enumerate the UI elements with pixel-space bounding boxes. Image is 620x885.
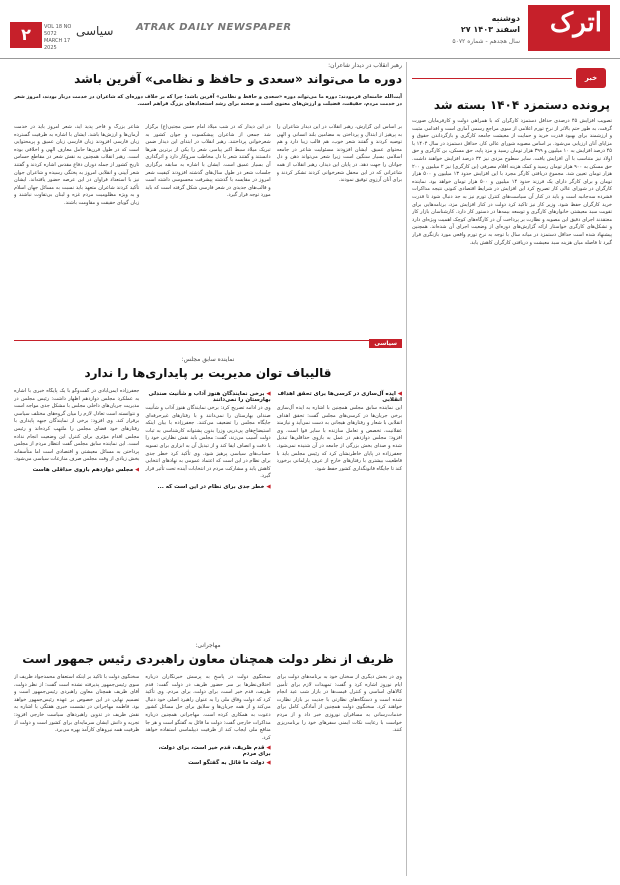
logo-text: اترک [549,8,602,38]
article2-col1-wrap [14,388,139,628]
article1-kicker: رهبر انقلاب در دیدار شاعران: [328,62,402,69]
volume-info [44,24,74,52]
article3-kicker: مهاجرانی: [195,642,221,649]
article3-col1: سخنگوی دولت با تأکید بر اینکه استعفای محمدجواد ظریف از سوی رئیس‌جمهور پذیرفته نشده است گفت: از نظر دولت، آقای ظریف همچنان معاون راهبردی رئیس‌جمهور است و تصمیم نهایی در این خصوص بر عهده رئیس‌جمهور خواهد بود. فاطمه مهاجرانی در نشست خبری هفتگی با اشاره به نقش ظریف در تدوین راهبردهای سیاست خارجی افزود: تجربه و دانش ایشان سرمایه‌ای برای کشور است و دولت از ظرفیت همه نیروهای کارآمد بهره می‌برد. [14,674,140,734]
article1-columns [14,124,402,308]
article2-col3: این نماینده سابق مجلس همچنین با اشاره به ایده آل‌سازی برخی جریان‌ها در کرسی‌های مجلس گفت: تحقق اهداف انقلابی با شعار و رفتارهای هیجانی به دست نمی‌آید و نیازمند عقلانیت، تخصص و تعامل سازنده با سایر قوا است. وی افزود: مجلس دوازدهم در عمل به بازوی حداقلی‌ها تبدیل شده و صدای بخش بزرگی از جامعه در آن شنیده نمی‌شود. جعفرزاده در پایان خاطرنشان کرد که رئیس مجلس باید با قاطعیت بیشتری با رفتارهای خارج از عرف پارلمانی برخورد کند تا جایگاه قانونگذاری کشور حفظ شود. [276,405,402,472]
article3-columns [14,674,402,874]
issue-date [420,14,520,45]
article3-subhead1: ◀ قدم ظریف، قدم خیر است، برای دولت، برای مردم [145,745,270,757]
badge-row [412,66,612,92]
article3-col3: وی در بخش دیگری از سخنان خود به برنامه‌های دولت برای ایام نوروز اشاره کرد و گفت: تمهیدات لازم برای تأمین کالاهای اساسی و کنترل قیمت‌ها در بازار شب عید انجام شده است و دستگاه‌های نظارتی با جدیت بر بازار نظارت خواهند کرد. سخنگوی دولت همچنین از آمادگی کامل برای خدمات‌رسانی به مسافران نوروزی خبر داد و از مردم خواست با رعایت نکات ایمنی سفرهای خود را برنامه‌ریزی کنند. [276,674,402,734]
article1-lead: آیت‌الله خامنه‌ای فرمودند: دوره ما می‌تواند دوره «سعدی و حافظ و نظامی» آفرین باشد؛ چرا که بر خلاف دوره‌ای که شاعران در خدمت دربار بودند، امروز شعر در خدمت مردم، حقیقت، فضیلت و ارزش‌های معنوی است و صحنه برای رشد استعدادهای بزرگ فراهم است. [14,94,402,107]
editorial-column [412,66,612,876]
volume-label: VOL 18 NO 5072 [44,24,72,37]
article1-col3: بر اساس این گزارش، رهبر انقلاب در این دیدار شاعران را به پرهیز از ابتذال و پرداختن به مضامین بلند انسانی و الهی توصیه کردند و گفتند شعر خوب، هم قالب زیبا دارد و هم محتوای عمیق. ایشان افزودند مسئولیت شاعر در جامعه اسلامی بسیار سنگین است زیرا شعر می‌تواند ذهن و دل جوانان را جهت دهد. در پایان این دیدار، رهبر انقلاب از همه شاعرانی که در این محفل شعرخوانی کردند تشکر کردند و برای آنان آرزوی توفیق نمودند. [276,124,402,184]
edition-date: MARCH 17 2025 [44,38,71,51]
article2-subhead2: ◀ خطر جدی برای نظام در این است که ... [145,484,270,490]
article3-col2-wrap [145,674,270,874]
brand-name: ATRAK DAILY NEWSPAPER [136,22,292,33]
article1-col2: در این دیدار که در شب میلاد امام حسن مجتبی(ع) برگزار شد جمعی از شاعران پیشکسوت و جوان کشور به شعرخوانی پرداختند. رهبر انقلاب در ابتدای این دیدار ضمن تبریک میلاد سبط اکبر پیامبر، شعر را یکی از برترین هنرها دانستند و گفتند شعر با دل مخاطب سروکار دارد و اثرگذاری آن بسیار عمیق است. ایشان با اشاره به سابقه برگزاری جلسات شعر در طول سال‌های گذشته افزودند کیفیت شعر امروز در مقایسه با گذشته پیشرفت محسوسی داشته است و قالب‌های جدیدی در شعر فارسی شکل گرفته است که باید مورد توجه قرار گیرد. [145,124,271,199]
article3-subhead2: ◀ دولت ما قائل به گفتگو است [145,760,270,766]
article2-headline: قالیباف توان مدیریت بر پایداری‌ها را ندارد [84,366,332,380]
article3-col2: سخنگوی دولت در پاسخ به پرسش خبرنگاران درباره اختلاف‌نظرها بر سر حضور ظریف در دولت گفت: قدم ظریف، قدم خیر است، برای دولت، برای مردم. وی تأکید کرد که دولت وفاق ملی را به عنوان راهبرد اصلی خود دنبال می‌کند و از همه جریان‌ها و سلایق برای حل مسائل کشور دعوت به همکاری کرده است. مهاجرانی همچنین درباره مذاکرات خارجی گفت: دولت ما قائل به گفتگو است و هر جا منافع ملی ایجاب کند از ظرفیت دیپلماسی استفاده خواهد کرد. [145,674,271,741]
article2-col1: جعفرزاده ایمن‌آبادی در گفت‌وگو با یک پایگاه خبری با اشاره به عملکرد مجلس دوازدهم اظهار داشت: رئیس مجلس در مدیریت جریان‌های داخلی مجلس با مشکل جدی مواجه است و نتوانسته است تعادل لازم را میان گروه‌های مختلف سیاسی برقرار کند. وی افزود: برخی از نمایندگان جبهه پایداری با رفتارهای خود فضای مجلس را ملتهب کرده‌اند و رئیس مجلس اقدام مؤثری برای کنترل این وضعیت انجام نداده است. این نماینده سابق مجلس گفت انتظار مردم از مجلس پرداختن به مسائل معیشتی و اقتصادی است اما متأسفانه بخش زیادی از وقت مجلس صرف منازعات سیاسی می‌شود. [14,388,140,463]
issue-number: سال هجدهم - شماره ۵۰۷۲ [452,38,520,45]
article2-col3-wrap [277,388,402,628]
page-header [0,0,620,59]
article2-col2-wrap [145,388,270,628]
section-bar-label: سیاسی [369,339,402,348]
article2-kicker: نماینده سابق مجلس: [181,356,235,363]
article2-subhead1: ◀ برخی نمایندگان هنوز آداب و شأنیت صندلی بهارستان را نمی‌دانند [145,391,270,403]
editorial-body: تصویب افزایش ۴۵ درصدی حداقل دستمزد کارگران که با همراهی دولت و کارفرمایان صورت گرفت، به طور حتم بالاتر از نرخ تورم اعلامی از سوی مراجع رسمی آماری است و اقدامی مثبت و ارزشمند برای بهبود قدرت خرید و حمایت از معیشت جامعه کارگری و بازگرداندن حقوق و مزایای آنان ارزیابی می‌شود. بر اساس مصوبه شورای عالی کار، حداقل دستمزد در سال ۱۴۰۴ با ۴۵ درصد افزایش به ۱۰ میلیون و ۳۹۹ هزار تومان رسید و مزد پایه، حق مسکن، بن کارگری و حق اولاد نیز متناسب با آن افزایش یافت. سایر سطوح مزدی نیز ۳۲ درصد افزایش خواهند داشت. حق مسکن به ۹۰۰ هزار تومان رسید و کمک هزینه اقلام مصرفی (بن کارگری) نیز ۲ میلیون و ۲۰۰ هزار تومان تعیین شد. مجموع دریافتی کارگر مجرد با این افزایش حدود ۱۳ میلیون و ۵۰۰ هزار تومان و برای کارگر دارای یک فرزند حدود ۱۴ میلیون و ۵۰۰ هزار تومان خواهد بود. نماینده کارگران در شورای عالی کار تصریح کرد این افزایش در شرایط اقتصادی کنونی نتیجه مذاکرات فشرده سه‌جانبه است و باید در کنار آن سیاست‌های کنترل تورم نیز به جد دنبال شود تا قدرت خرید کارگران حفظ شود. وزیر کار نیز تاکید کرد دولت در کنار افزایش مزد، برنامه‌هایی برای تقویت سبد معیشتی خانوارهای کارگری و توسعه بیمه‌ها در دستور کار دارد. کارشناسان بازار کار معتقدند اجرای دقیق این مصوبه و نظارت بر پرداخت آن در کارگاه‌های کوچک اهمیت ویژه‌ای دارد و تشکل‌های کارگری خواستار ارائه گزارش‌های دوره‌ای از وضعیت اجرای آن شده‌اند. همچنین پیشنهاد شده است حداقل دستمزد در میانه سال با توجه به نرخ تورم واقعی مورد بازنگری قرار گیرد تا فاصله میان هزینه سبد معیشت و دریافتی کارگران کاهش یابد. [412,118,612,246]
day-label: دوشنبه [491,14,520,23]
page-number: ۲ [10,22,42,48]
article2-col2: وی در ادامه تصریح کرد: برخی نمایندگان هنوز آداب و شأنیت صندلی بهارستان را نمی‌دانند و با رفتارهای غیرحرفه‌ای جایگاه مجلس را تضعیف می‌کنند. جعفرزاده با بیان اینکه استیضاح‌های پی‌درپی وزرا بدون پشتوانه کارشناسی به ثبات دولت آسیب می‌زند، گفت: مجلس باید نقش نظارتی خود را با دقت و انصاف ایفا کند و از تبدیل آن به ابزاری برای تسویه حساب‌های سیاسی پرهیز شود. وی تأکید کرد خطر جدی برای نظام در این است که اعتماد عمومی به نهادهای انتخابی کاهش یابد و مشارکت مردم در انتخابات آینده تحت تأثیر قرار گیرد. [145,405,271,480]
article2-subhead3: ◀ ایده آل‌سازی در کرسی‌ها برای تحقق اهداف انقلابی [277,391,402,403]
article2-columns [14,388,402,628]
news-badge: خبر [576,68,606,88]
badge-rule [412,78,572,79]
article3-headline: ظریف از نظر دولت همچنان معاون راهبردی رئیس جمهور است [22,652,394,666]
section-bar [14,340,402,351]
article1-headline: دوره ما می‌تواند «سعدی و حافظ و نظامی» آفرین باشد [74,72,402,86]
article2-subhead4: ◀ مجلس دوازدهم بازوی حداقلی هاست [14,467,139,473]
article1-col1: شاعر بزرگ و فاخر پدید آید، شعر امروز باید در خدمت آرمان‌ها و ارزش‌ها باشد. ایشان با اشاره به ظرفیت گسترده زبان فارسی افزودند زبان فارسی زبان عمیق و پرمحتوایی است که در طول قرن‌ها حامل معارف الهی و اخلاقی بوده است. رهبر انقلاب همچنین به نقش شعر در مقاطع حساس تاریخ کشور از جمله دوران دفاع مقدس اشاره کردند و گفتند شعر آیینی و انقلابی امروز به پختگی رسیده و شاعران جوان نیز با استعداد فراوان در این عرصه حضور یافته‌اند. ایشان تأکید کردند شاعران متعهد باید نسبت به مسائل جهان اسلام و به ویژه مظلومیت مردم غزه و لبنان بی‌تفاوت نباشند و زبان گویای حقیقت و مقاومت باشند. [14,124,140,206]
editorial-title: پرونده دستمزد ۱۴۰۴ بسته شد [433,98,610,112]
date-label: ۲۷ اسفند ۱۴۰۳ [460,25,520,34]
section-label: سیاسی [76,24,114,38]
column-divider [406,62,407,876]
